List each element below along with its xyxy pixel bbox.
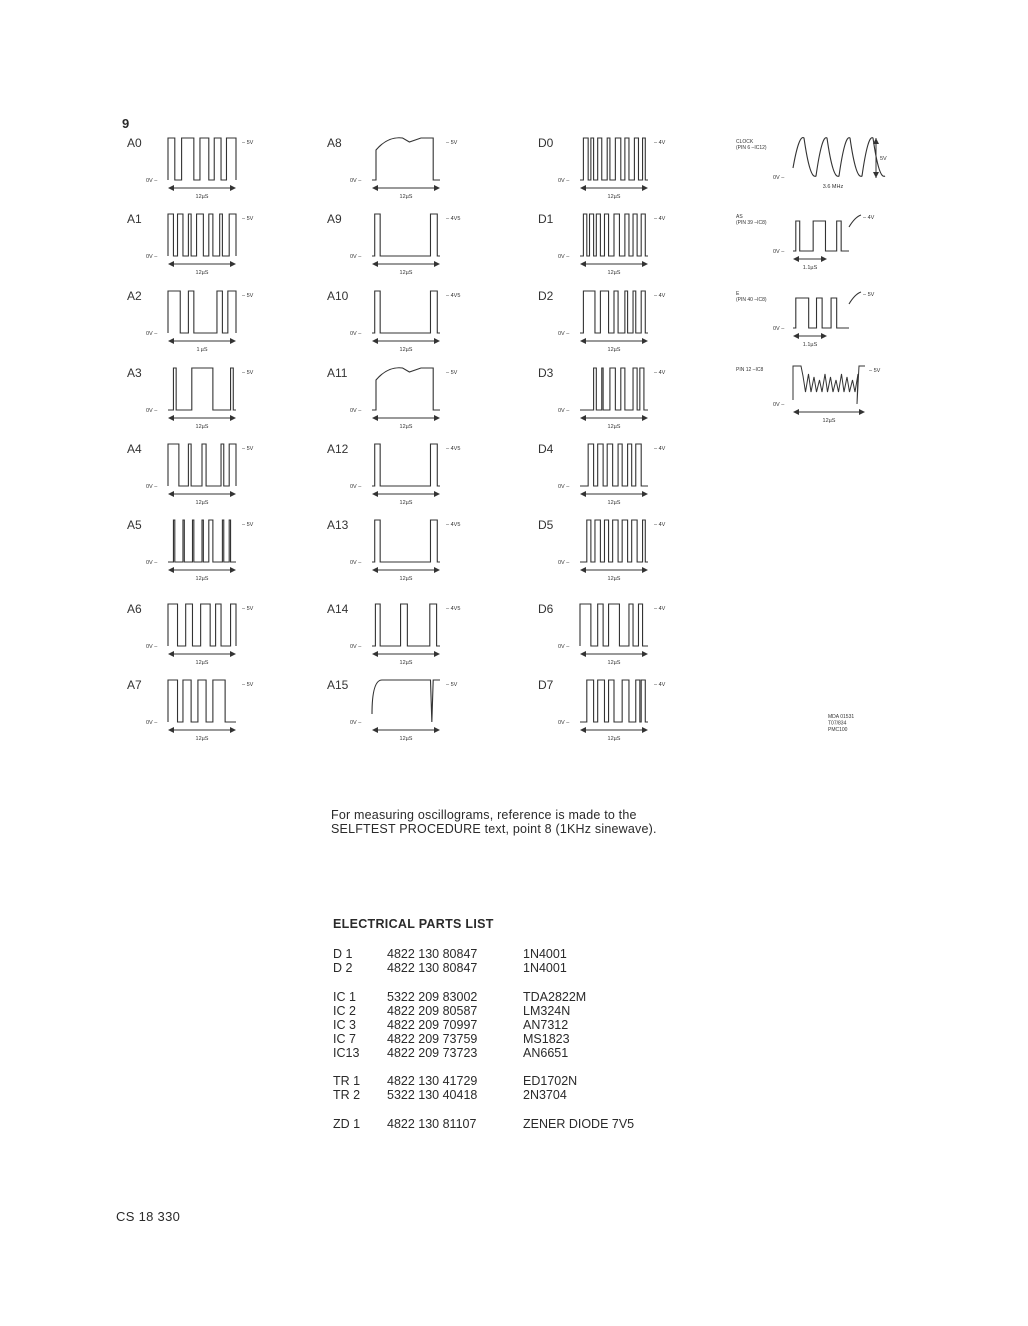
waveform-trace xyxy=(580,680,648,722)
part-code: 4822 209 70997 xyxy=(387,1017,478,1032)
zero-voltage-label: 0V – xyxy=(558,254,570,260)
waveform-trace xyxy=(372,291,440,333)
zero-voltage-label: 0V – xyxy=(558,644,570,650)
top-voltage-label: – 4V xyxy=(863,215,875,221)
trace-label: D0 xyxy=(538,136,554,150)
arrow-left-icon xyxy=(580,651,586,657)
part-type: TDA2822M xyxy=(523,989,587,1004)
arrow-right-icon xyxy=(642,338,648,344)
arrow-right-icon xyxy=(230,415,236,421)
arrow-right-icon xyxy=(230,651,236,657)
part-type: 1N4001 xyxy=(523,961,567,975)
arrow-left-icon xyxy=(580,491,586,497)
waveform-trace xyxy=(168,520,236,562)
signal-label: CLOCK xyxy=(736,139,754,145)
top-voltage-label: – 5V xyxy=(242,216,254,222)
trace-label: D7 xyxy=(538,678,554,692)
time-base-label: 12µS xyxy=(607,736,621,742)
time-base-label: 12µS xyxy=(399,660,413,666)
part-code: 4822 130 81107 xyxy=(387,1116,477,1131)
trace-label: A1 xyxy=(127,212,142,226)
part-code: 4822 130 80847 xyxy=(387,961,478,975)
signal-label: (PIN 6 –IC12) xyxy=(736,145,767,151)
arrow-left-icon xyxy=(372,261,378,267)
zero-voltage-label: 0V – xyxy=(558,484,570,490)
time-base-label: 12µS xyxy=(399,576,413,582)
trace-label: A9 xyxy=(327,212,342,226)
zero-voltage-label: 0V – xyxy=(146,720,158,726)
zero-voltage-label: 0V – xyxy=(773,402,785,408)
zero-voltage-label: 0V – xyxy=(773,249,785,255)
zero-voltage-label: 0V – xyxy=(558,331,570,337)
arrow-left-icon xyxy=(580,567,586,573)
document-code: CS 18 330 xyxy=(116,1209,181,1224)
part-type: 2N3704 xyxy=(523,1088,567,1102)
time-base-label: 12µS xyxy=(607,576,621,582)
zero-voltage-label: 0V – xyxy=(146,408,158,414)
part-reference: TR 1 xyxy=(333,1074,361,1088)
waveform-trace xyxy=(849,215,861,227)
top-voltage-label: – 4V xyxy=(654,140,666,146)
zero-voltage-label: 0V – xyxy=(350,644,362,650)
top-voltage-label: – 5V xyxy=(446,140,458,146)
part-type: ED1702N xyxy=(523,1074,578,1088)
arrow-left-icon xyxy=(372,567,378,573)
waveform-trace xyxy=(168,368,236,410)
trace-label: A15 xyxy=(327,678,349,692)
signal-label: (PIN 39 –IC8) xyxy=(736,220,767,226)
waveform-trace xyxy=(372,444,440,486)
top-voltage-label: – 4V xyxy=(654,293,666,299)
trace-label: D2 xyxy=(538,289,554,303)
arrow-left-icon xyxy=(580,338,586,344)
arrow-right-icon xyxy=(859,409,865,415)
trace-label: D1 xyxy=(538,212,554,226)
trace-label: D4 xyxy=(538,442,554,456)
zero-voltage-label: 0V – xyxy=(146,560,158,566)
zero-voltage-label: 0V – xyxy=(350,484,362,490)
arrow-right-icon xyxy=(230,338,236,344)
arrow-right-icon xyxy=(434,338,440,344)
top-voltage-label: – 4V5 xyxy=(446,293,461,299)
time-base-label: 12µS xyxy=(607,347,621,353)
zero-voltage-label: 0V – xyxy=(146,644,158,650)
waveform-trace xyxy=(580,368,648,410)
arrow-right-icon xyxy=(642,651,648,657)
part-code: 4822 209 80587 xyxy=(387,1003,478,1018)
arrow-left-icon xyxy=(168,338,174,344)
arrow-right-icon xyxy=(434,185,440,191)
part-reference: ZD 1 xyxy=(333,1116,361,1131)
arrow-left-icon xyxy=(580,261,586,267)
time-base-label: 12µS xyxy=(399,424,413,430)
top-voltage-label: – 5V xyxy=(242,446,254,452)
arrow-left-icon xyxy=(372,727,378,733)
time-base-label: 12µS xyxy=(195,270,209,276)
time-base-label: 12µS xyxy=(607,660,621,666)
top-voltage-label: – 5V xyxy=(863,292,875,298)
part-type: AN6651 xyxy=(523,1045,569,1060)
top-voltage-label: – 4V5 xyxy=(446,216,461,222)
time-base-label: 12µS xyxy=(399,270,413,276)
trace-label: A10 xyxy=(327,289,349,303)
part-reference: IC 2 xyxy=(333,1003,356,1018)
waveform-trace xyxy=(372,604,440,646)
arrow-down-icon xyxy=(873,172,879,178)
part-type: MS1823 xyxy=(523,1031,570,1046)
zero-voltage-label: 0V – xyxy=(350,331,362,337)
arrow-right-icon xyxy=(230,567,236,573)
part-code: 5322 209 83002 xyxy=(387,989,478,1004)
arrow-right-icon xyxy=(642,491,648,497)
top-voltage-label: – 4V xyxy=(654,216,666,222)
part-type: 1N4001 xyxy=(523,947,567,961)
waveform-trace xyxy=(168,680,236,722)
arrow-left-icon xyxy=(580,415,586,421)
part-reference: IC13 xyxy=(333,1045,360,1060)
arrow-right-icon xyxy=(821,256,827,262)
part-code: 4822 130 41729 xyxy=(387,1074,478,1088)
page-number: 9 xyxy=(122,116,130,131)
waveform-trace xyxy=(580,604,648,646)
part-reference: D 2 xyxy=(333,961,353,975)
top-voltage-label: – 5V xyxy=(446,682,458,688)
note-line: For measuring oscillograms, reference is made to the xyxy=(331,808,637,822)
trace-label: A8 xyxy=(327,136,342,150)
arrow-right-icon xyxy=(642,185,648,191)
time-base-label: 12µS xyxy=(195,576,209,582)
top-voltage-label: – 5V xyxy=(242,293,254,299)
top-voltage-label: – 4V xyxy=(654,606,666,612)
time-base-label: 1.1µS xyxy=(802,265,818,271)
time-base-label: 12µS xyxy=(607,270,621,276)
arrow-right-icon xyxy=(821,333,827,339)
top-voltage-label: – 4V5 xyxy=(446,606,461,612)
top-voltage-label: – 4V5 xyxy=(446,522,461,528)
part-reference: TR 2 xyxy=(333,1088,361,1102)
waveform-trace xyxy=(168,138,236,180)
top-voltage-label: – 4V xyxy=(654,446,666,452)
signal-label: PIN 12 –IC8 xyxy=(736,367,764,373)
arrow-right-icon xyxy=(230,185,236,191)
arrow-left-icon xyxy=(372,338,378,344)
parts-list-title: ELECTRICAL PARTS LIST xyxy=(333,917,494,931)
arrow-right-icon xyxy=(642,261,648,267)
waveform-trace xyxy=(793,138,885,177)
arrow-left-icon xyxy=(793,256,799,262)
note-line: SELFTEST PROCEDURE text, point 8 (1KHz sinewave). xyxy=(331,822,657,836)
zero-voltage-label: 0V – xyxy=(558,408,570,414)
arrow-right-icon xyxy=(230,261,236,267)
arrow-right-icon xyxy=(230,491,236,497)
time-base-label: 12µS xyxy=(195,660,209,666)
waveform-trace xyxy=(793,366,865,404)
time-base-label: 12µS xyxy=(195,736,209,742)
time-base-label: 12µS xyxy=(822,418,836,424)
arrow-left-icon xyxy=(168,727,174,733)
zero-voltage-label: 0V – xyxy=(558,178,570,184)
arrow-left-icon xyxy=(168,261,174,267)
waveform-trace xyxy=(372,138,440,180)
top-voltage-label: – 5V xyxy=(242,140,254,146)
time-base-label: 12µS xyxy=(399,194,413,200)
top-voltage-label: – 5V xyxy=(242,606,254,612)
zero-voltage-label: 0V – xyxy=(558,560,570,566)
part-code: 4822 130 80847 xyxy=(387,947,478,961)
time-base-label: 12µS xyxy=(607,194,621,200)
time-base-label: 1.1µS xyxy=(802,342,818,348)
part-code: 4822 209 73723 xyxy=(387,1045,478,1060)
top-voltage-label: – 5V xyxy=(242,522,254,528)
arrow-left-icon xyxy=(580,727,586,733)
waveform-trace xyxy=(372,214,440,256)
arrow-right-icon xyxy=(642,567,648,573)
arrow-right-icon xyxy=(434,261,440,267)
zero-voltage-label: 0V – xyxy=(558,720,570,726)
top-voltage-label: – 4V xyxy=(654,370,666,376)
signal-label: AS xyxy=(736,214,743,220)
part-reference: IC 7 xyxy=(333,1031,356,1046)
time-base-label: 12µS xyxy=(195,194,209,200)
trace-label: A3 xyxy=(127,366,142,380)
waveform-trace xyxy=(793,298,849,328)
zero-voltage-label: 0V – xyxy=(773,326,785,332)
arrow-left-icon xyxy=(372,651,378,657)
waveform-trace xyxy=(168,604,236,646)
part-reference: D 1 xyxy=(333,947,353,961)
arrow-right-icon xyxy=(434,727,440,733)
zero-voltage-label: 0V – xyxy=(146,331,158,337)
arrow-left-icon xyxy=(168,567,174,573)
trace-label: A12 xyxy=(327,442,349,456)
figure-reference: MDA 01531 xyxy=(828,714,855,720)
zero-voltage-label: 0V – xyxy=(350,408,362,414)
part-reference: IC 1 xyxy=(333,989,356,1004)
arrow-right-icon xyxy=(642,727,648,733)
top-voltage-label: – 5V xyxy=(242,370,254,376)
waveform-trace xyxy=(793,221,849,251)
time-base-label: 12µS xyxy=(607,424,621,430)
signal-label: (PIN 40 –IC8) xyxy=(736,297,767,303)
trace-label: A13 xyxy=(327,518,349,532)
zero-voltage-label: 0V – xyxy=(350,178,362,184)
figure-reference: T07/834 xyxy=(828,720,847,727)
arrow-right-icon xyxy=(434,491,440,497)
top-voltage-label: – 4V xyxy=(654,682,666,688)
figure-reference: PMC100 xyxy=(828,727,848,733)
trace-label: D6 xyxy=(538,602,554,616)
trace-label: D3 xyxy=(538,366,554,380)
arrow-right-icon xyxy=(434,415,440,421)
part-code: 5322 130 40418 xyxy=(387,1088,478,1102)
arrow-right-icon xyxy=(642,415,648,421)
time-base-label: 12µS xyxy=(399,500,413,506)
trace-label: A14 xyxy=(327,602,349,616)
time-base-label: 12µS xyxy=(399,347,413,353)
arrow-right-icon xyxy=(434,567,440,573)
zero-voltage-label: 0V – xyxy=(146,178,158,184)
waveform-trace xyxy=(580,291,648,333)
trace-label: A0 xyxy=(127,136,142,150)
arrow-left-icon xyxy=(372,415,378,421)
top-voltage-label: – 4V xyxy=(654,522,666,528)
amplitude-label: 5V xyxy=(880,156,887,162)
part-type: ZENER DIODE 7V5 xyxy=(523,1116,635,1131)
top-voltage-label: – 5V xyxy=(869,368,881,374)
top-voltage-label: – 5V xyxy=(446,370,458,376)
arrow-left-icon xyxy=(168,185,174,191)
waveform-trace xyxy=(168,291,236,333)
zero-voltage-label: 0V – xyxy=(146,484,158,490)
part-type: LM324N xyxy=(523,1003,571,1018)
trace-label: A6 xyxy=(127,602,142,616)
arrow-right-icon xyxy=(434,651,440,657)
top-voltage-label: – 4V5 xyxy=(446,446,461,452)
waveform-trace xyxy=(168,444,236,486)
arrow-left-icon xyxy=(168,651,174,657)
arrow-left-icon xyxy=(372,491,378,497)
part-type: AN7312 xyxy=(523,1017,569,1032)
waveform-trace xyxy=(580,138,648,180)
trace-label: A7 xyxy=(127,678,142,692)
waveform-trace xyxy=(372,520,440,562)
waveform-trace xyxy=(580,444,648,486)
part-reference: IC 3 xyxy=(333,1017,356,1032)
time-base-label: 12µS xyxy=(195,500,209,506)
part-code: 4822 209 73759 xyxy=(387,1031,478,1046)
waveform-trace xyxy=(580,214,648,256)
zero-voltage-label: 0V – xyxy=(350,560,362,566)
waveform-trace xyxy=(168,214,236,256)
zero-voltage-label: 0V – xyxy=(146,254,158,260)
trace-label: A5 xyxy=(127,518,142,532)
trace-label: A4 xyxy=(127,442,142,456)
zero-voltage-label: 0V – xyxy=(350,720,362,726)
waveform-trace xyxy=(372,680,440,722)
waveform-trace xyxy=(580,520,648,562)
signal-label: E xyxy=(736,291,740,297)
top-voltage-label: – 5V xyxy=(242,682,254,688)
zero-voltage-label: 0V – xyxy=(773,175,785,181)
frequency-label: 3.6 MHz xyxy=(822,184,844,190)
arrow-left-icon xyxy=(580,185,586,191)
arrow-left-icon xyxy=(793,333,799,339)
arrow-left-icon xyxy=(372,185,378,191)
arrow-left-icon xyxy=(168,491,174,497)
measurement-note xyxy=(331,808,657,836)
waveform-trace xyxy=(849,292,861,304)
waveform-trace xyxy=(372,368,440,410)
trace-label: A2 xyxy=(127,289,142,303)
zero-voltage-label: 0V – xyxy=(350,254,362,260)
time-base-label: 12µS xyxy=(195,424,209,430)
arrow-right-icon xyxy=(230,727,236,733)
time-base-label: 1 µS xyxy=(196,347,208,353)
trace-label: A11 xyxy=(327,366,348,380)
trace-label: D5 xyxy=(538,518,554,532)
time-base-label: 12µS xyxy=(607,500,621,506)
arrow-left-icon xyxy=(793,409,799,415)
time-base-label: 12µS xyxy=(399,736,413,742)
arrow-left-icon xyxy=(168,415,174,421)
